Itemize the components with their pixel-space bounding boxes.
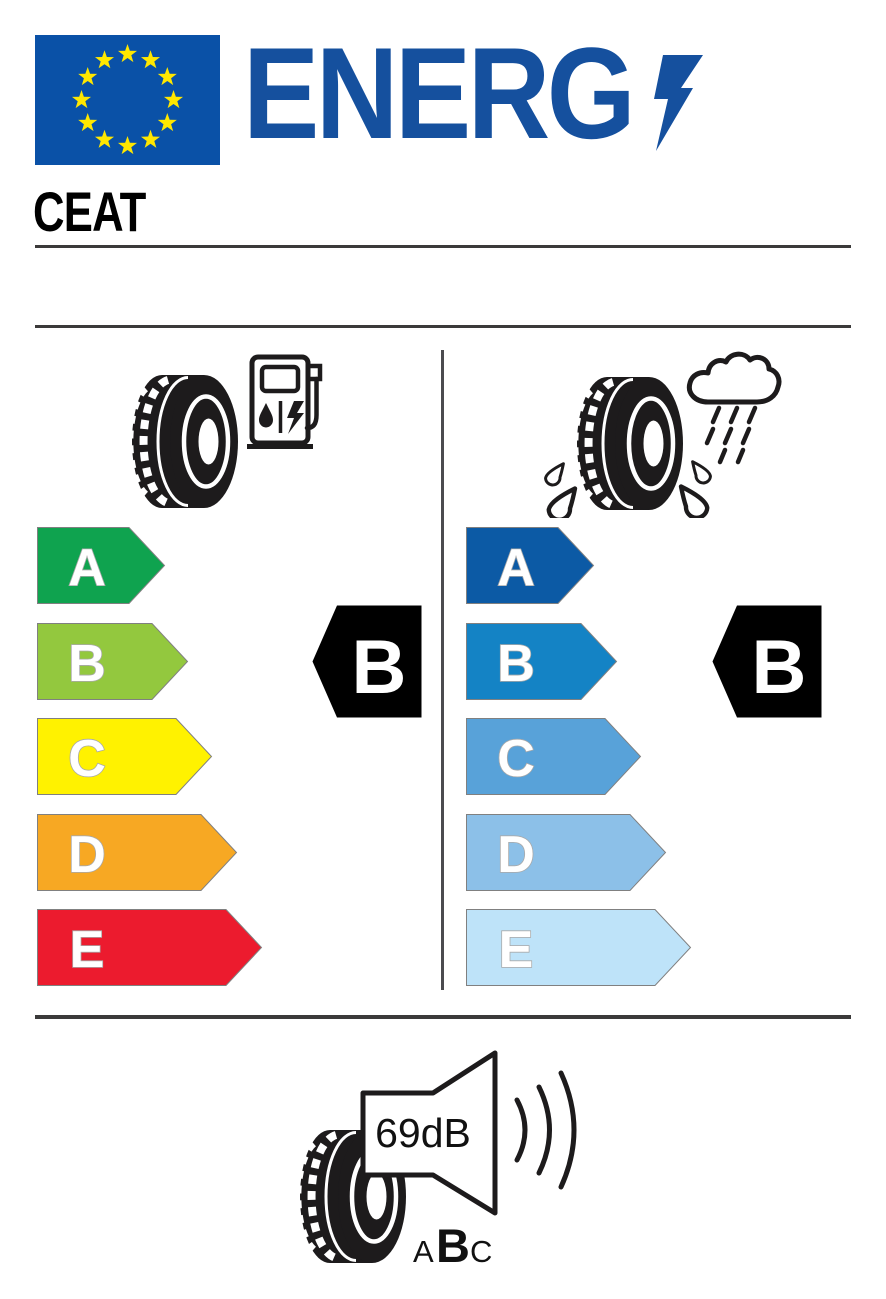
wet-grip-rating-letter: B [751, 625, 807, 710]
grade-letter: B [497, 635, 535, 693]
tire-fuel-pump-icon [125, 348, 335, 518]
grade-letter: A [497, 539, 535, 597]
brand-name: CEAT [33, 180, 146, 243]
rain-cloud-icon [689, 354, 779, 462]
fuel-pump-icon [247, 357, 320, 447]
lightning-bolt-icon [650, 55, 708, 151]
wet-grip-grade-c-arrow [466, 718, 641, 795]
fuel-grade-b-arrow [37, 623, 188, 700]
grade-letter: C [497, 730, 535, 788]
section-divider [441, 350, 444, 990]
wet-grip-grade-b-arrow [466, 623, 617, 700]
rule-bottom [35, 1015, 851, 1019]
fuel-rating-letter: B [351, 625, 407, 710]
noise-value: 69dB [375, 1110, 471, 1156]
fuel-grade-c-arrow [37, 718, 212, 795]
tire-noise-speaker-icon [295, 1045, 595, 1270]
rule-middle [35, 325, 851, 328]
grade-letter: D [497, 826, 535, 884]
grade-letter: A [68, 539, 106, 597]
wet-grip-rating-badge [712, 605, 822, 718]
noise-class-c: C [470, 1234, 493, 1269]
eu-flag-12-stars-icon [35, 35, 220, 165]
wet-grip-grade-a-arrow [466, 527, 594, 604]
fuel-grade-a-arrow [37, 527, 165, 604]
sound-waves-icon [517, 1073, 574, 1187]
wet-grip-grade-d-arrow [466, 814, 666, 891]
wet-grip-grade-e-arrow [466, 909, 691, 986]
rule-top [35, 245, 851, 248]
noise-class-a: A [413, 1234, 434, 1269]
fuel-grade-d-arrow [37, 814, 237, 891]
tire-rain-cloud-icon [535, 348, 795, 518]
grade-letter: B [68, 635, 106, 693]
fuel-rating-badge [312, 605, 422, 718]
grade-letter: E [498, 921, 534, 979]
grade-letter: C [68, 730, 106, 788]
rain-drops-icon [707, 408, 755, 462]
energy-wordmark: ENERG [243, 20, 633, 166]
noise-class-b: B [436, 1219, 470, 1270]
grade-letter: D [68, 826, 106, 884]
fuel-grade-e-arrow [37, 909, 262, 986]
grade-letter: E [69, 921, 105, 979]
